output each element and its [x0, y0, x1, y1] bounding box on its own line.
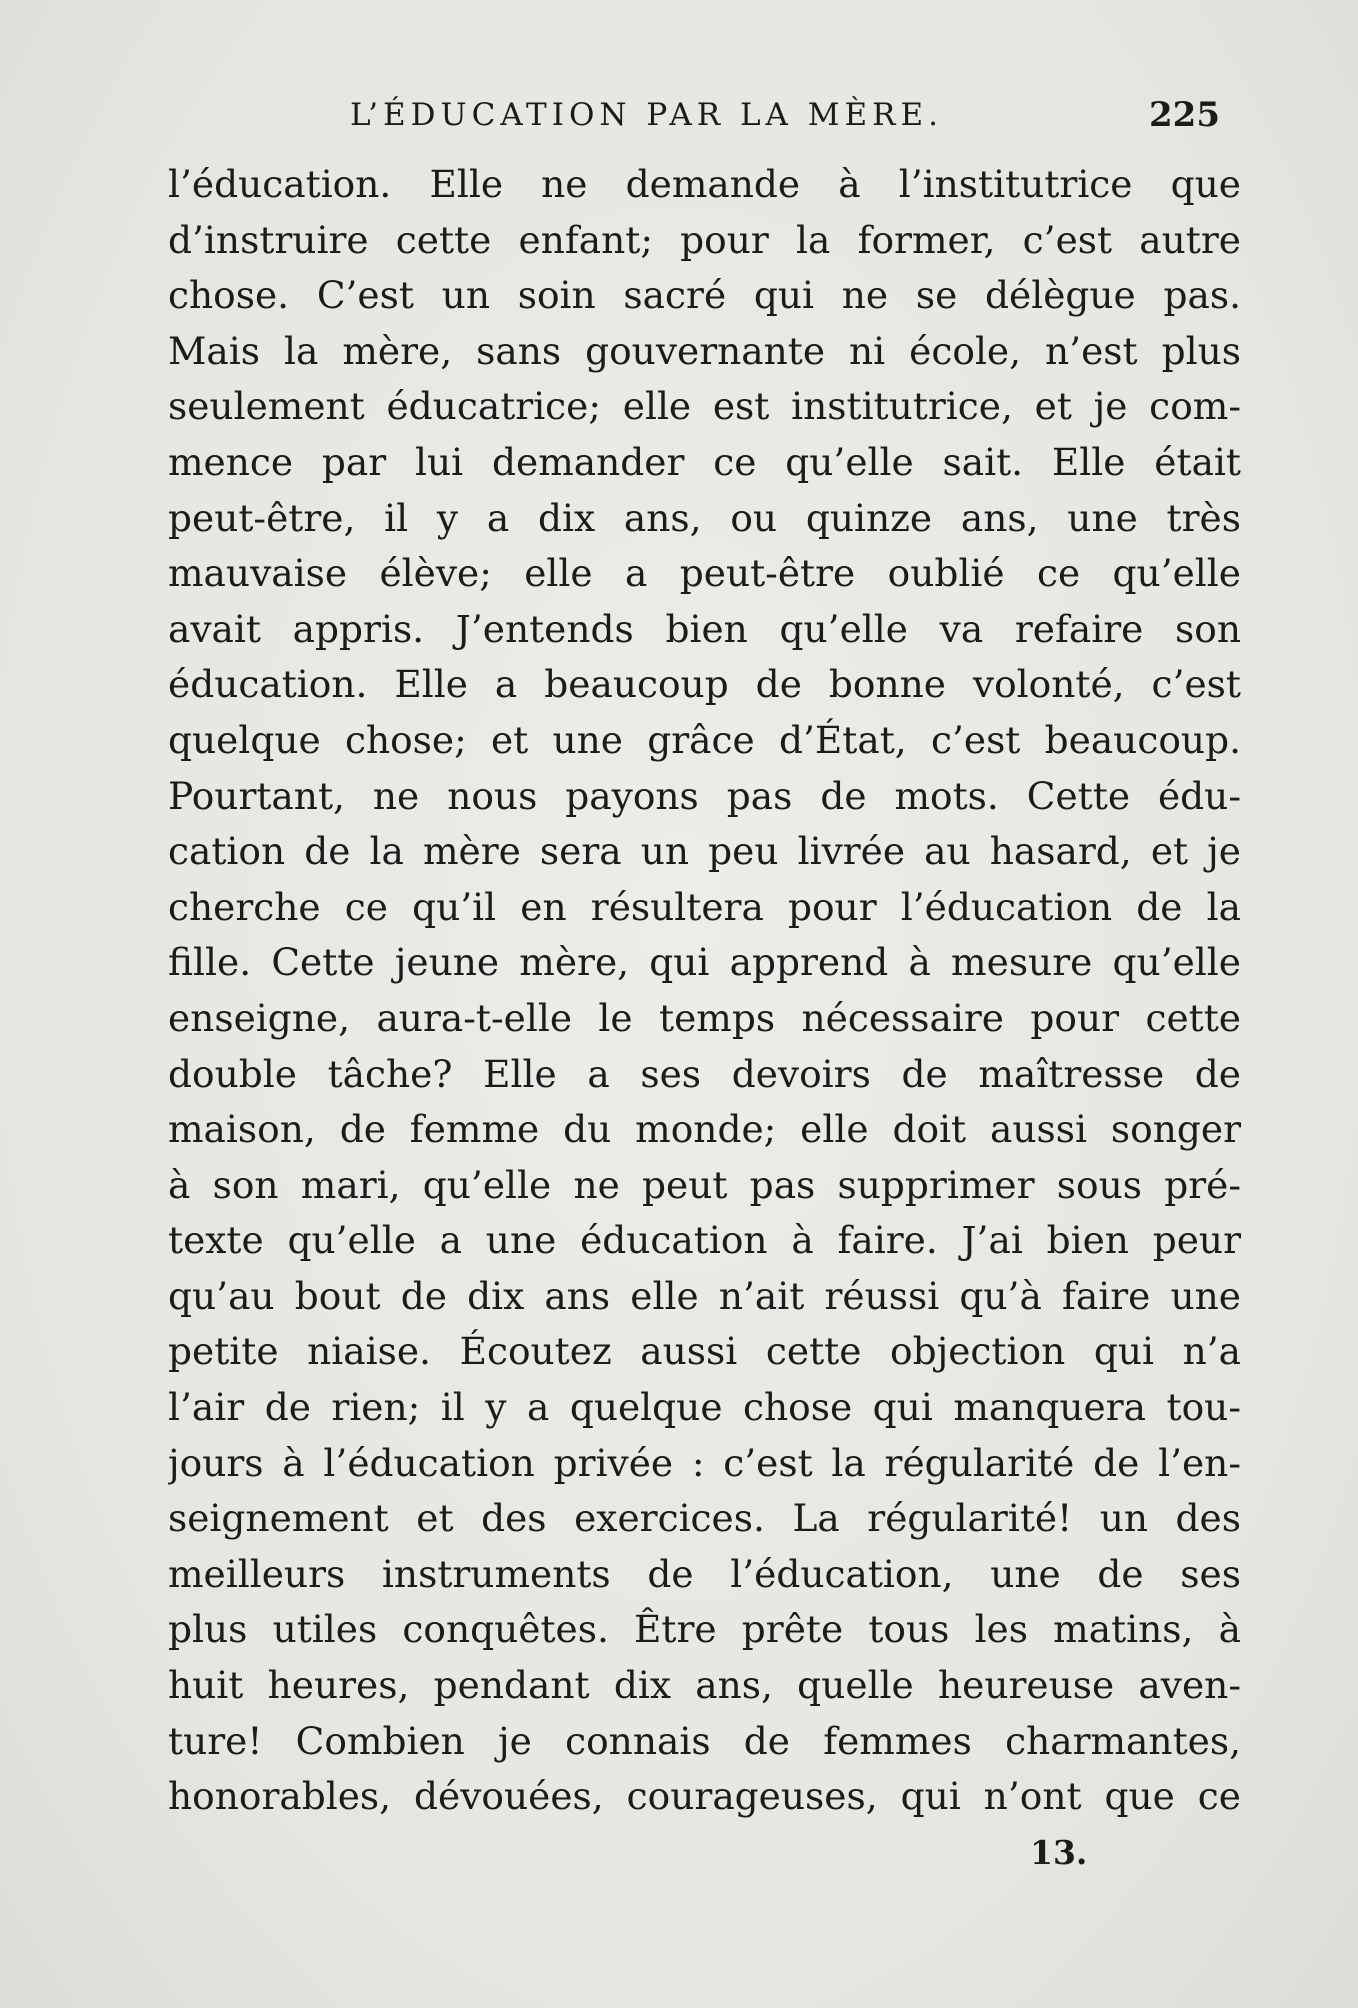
text-line: meilleurs instruments de l’éducation, une de ses [168, 1551, 1241, 1596]
text-line: peut-être, il y a dix ans, ou quinze ans, une très [168, 495, 1241, 540]
text-line: l’air de rien; il y a quelque chose qui manquera tou- [168, 1385, 1241, 1430]
text-line: petite niaise. Écoutez aussi cette objection qui n’a [168, 1329, 1241, 1374]
body-text [168, 157, 1241, 1825]
text-line: à son mari, qu’elle ne peut pas supprimer sous pré- [168, 1162, 1241, 1207]
text-line: fille. Cette jeune mère, qui apprend à mesure qu’elle [168, 940, 1241, 985]
text-line: enseigne, aura-t-elle le temps nécessaire pour cette [168, 995, 1241, 1040]
text-line: l’éducation. Elle ne demande à l’institutrice que [168, 162, 1241, 206]
text-line: jours à l’éducation privée : c’est la régularité de l’en- [168, 1440, 1241, 1485]
running-head [350, 90, 1220, 140]
text-line: honorables, dévouées, courageuses, qui n’ont que ce [168, 1774, 1241, 1819]
text-line: seulement éducatrice; elle est institutrice, et je com- [168, 384, 1241, 429]
text-line: mauvaise élève; elle a peut-être oublié ce qu’elle [168, 551, 1241, 596]
text-line: chose. C’est un soin sacré qui ne se délègue pas. [168, 273, 1241, 318]
running-title: L’ÉDUCATION PAR LA MÈRE. [350, 97, 943, 133]
text-line: cation de la mère sera un peu livrée au hasard, et je [168, 829, 1241, 874]
text-line: cherche ce qu’il en résultera pour l’éducation de la [168, 884, 1241, 929]
text-line: maison, de femme du monde; elle doit aussi songer [168, 1107, 1241, 1152]
text-line: d’instruire cette enfant; pour la former, c’est autre [168, 217, 1241, 262]
text-line: quelque chose; et une grâce d’État, c’est beaucoup. [168, 717, 1241, 762]
text-line: mence par lui demander ce qu’elle sait. Elle était [168, 439, 1241, 484]
text-line: éducation. Elle a beaucoup de bonne volonté, c’est [168, 662, 1241, 707]
page-number: 225 [1149, 95, 1220, 135]
text-line: qu’au bout de dix ans elle n’ait réussi qu’à faire une [168, 1273, 1241, 1318]
text-line: ture! Combien je connais de femmes charmantes, [168, 1718, 1241, 1763]
text-line: Pourtant, ne nous payons pas de mots. Cette édu- [168, 773, 1241, 818]
text-line: avait appris. J’entends bien qu’elle va refaire son [168, 606, 1241, 651]
text-line: texte qu’elle a une éducation à faire. J’ai bien peur [168, 1218, 1241, 1263]
text-line: seignement et des exercices. La régularité! un des [168, 1496, 1241, 1541]
text-line: double tâche? Elle a ses devoirs de maîtresse de [168, 1051, 1241, 1096]
text-line: huit heures, pendant dix ans, quelle heureuse aven- [168, 1663, 1241, 1708]
signature-mark: 13. [1030, 1833, 1088, 1872]
text-line: plus utiles conquêtes. Être prête tous les matins, à [168, 1607, 1241, 1652]
text-line: Mais la mère, sans gouvernante ni école, n’est plus [168, 328, 1241, 373]
